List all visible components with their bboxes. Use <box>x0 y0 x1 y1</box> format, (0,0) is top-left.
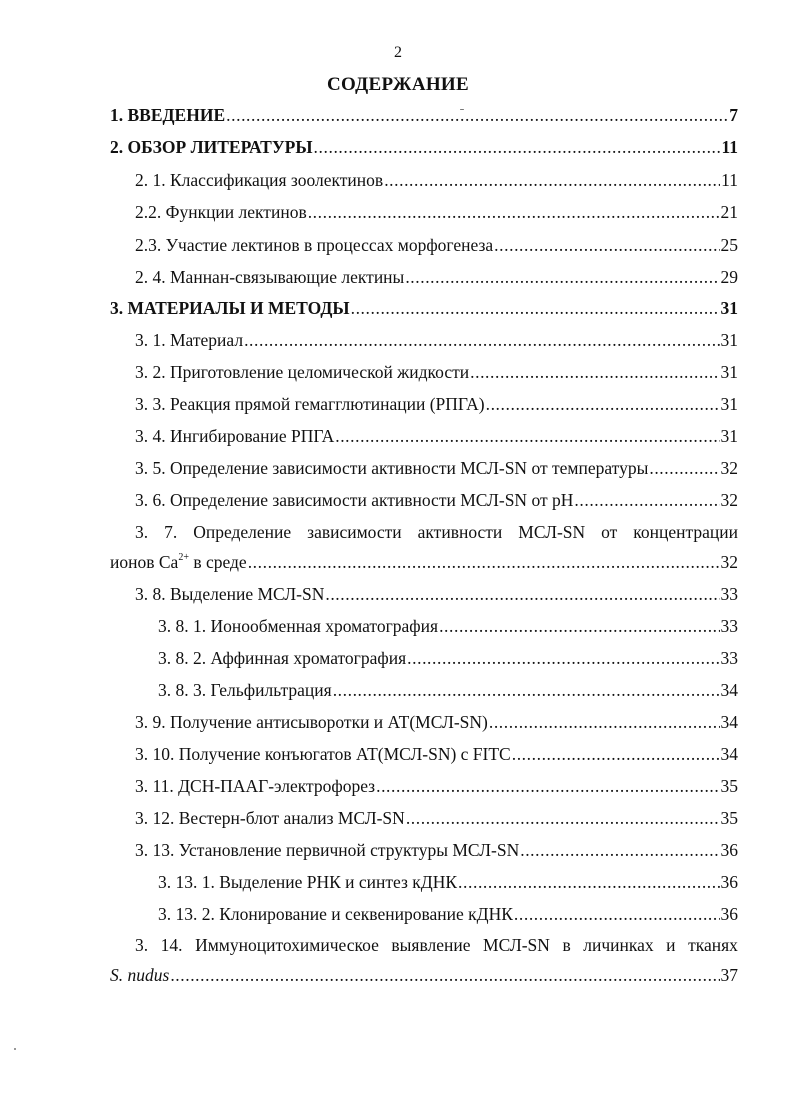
toc-entry-page: 36 <box>720 872 738 892</box>
toc-entry-page: 32 <box>720 490 738 510</box>
toc-entry-page: 31 <box>720 362 738 382</box>
toc-entry-ph-dependence[interactable] <box>135 489 738 511</box>
toc-entry-page: 35 <box>720 808 738 828</box>
toc-entry-page: 35 <box>720 776 738 796</box>
toc-entry-coelomic-fluid[interactable] <box>135 361 738 383</box>
dot-leader <box>308 201 720 223</box>
toc-word: в <box>562 935 571 955</box>
toc-entry-page: 31 <box>720 394 738 414</box>
toc-entry-label: 3. 3. Реакция прямой гемагглютинации (РПГА) <box>135 394 485 414</box>
toc-entry-zoolectin-classification[interactable] <box>135 169 738 191</box>
toc-entry-label: 1. ВВЕДЕНИЕ <box>110 105 226 125</box>
toc-title: СОДЕРЖАНИЕ <box>327 74 469 95</box>
toc-entry-page: 33 <box>720 584 738 604</box>
toc-entry-label: 3. 8. 2. Аффинная хроматография <box>158 648 407 668</box>
toc-entry-label: 3. 13. Установление первичной структуры МСЛ-SN <box>135 840 520 860</box>
toc-entry-page: 11 <box>721 137 738 157</box>
dot-leader <box>494 234 719 256</box>
toc-entry-page: 32 <box>720 458 738 478</box>
dot-leader <box>325 583 719 605</box>
toc-entry-inhibition[interactable] <box>135 425 738 447</box>
toc-entry-page: 25 <box>720 235 738 255</box>
toc-entry-page: 31 <box>720 298 738 318</box>
dot-leader <box>514 903 720 925</box>
dot-leader <box>226 104 728 126</box>
toc-entry-fitc-conjugates[interactable] <box>135 743 738 765</box>
toc-entry-label-continued <box>110 551 247 573</box>
toc-word: МСЛ-SN <box>518 522 586 542</box>
dot-leader <box>407 647 719 669</box>
toc-entry-label-line-2 <box>110 964 738 986</box>
dot-leader <box>405 266 719 288</box>
toc-word: тканях <box>688 935 738 955</box>
toc-entry-label: 3. 12. Вестерн-блот анализ МСЛ-SN <box>135 808 405 828</box>
toc-word: зависимости <box>307 522 402 542</box>
toc-word: 14. <box>160 935 183 955</box>
toc-entry-immunocytochemistry[interactable] <box>110 934 738 985</box>
toc-entry-page: 36 <box>720 840 738 860</box>
scan-speck <box>14 1048 16 1050</box>
toc-entry-label: 3. 2. Приготовление целомической жидкости <box>135 362 470 382</box>
dot-leader <box>458 871 719 893</box>
toc-entry-label-line-1 <box>135 934 738 956</box>
ions-text: ионов Ca <box>110 552 179 572</box>
dot-leader <box>244 329 719 351</box>
dot-leader <box>486 393 720 415</box>
toc-entry-page: 37 <box>720 965 738 985</box>
superscript-charge: 2+ <box>178 552 189 563</box>
toc-entry-gel-filtration[interactable] <box>158 679 738 701</box>
toc-entry-introduction[interactable] <box>110 104 738 126</box>
toc-entry-label: 3. 13. 2. Клонирование и секвенирование кДНК <box>158 904 513 924</box>
dot-leader <box>376 775 719 797</box>
toc-entry-label: 2.3. Участие лектинов в процессах морфогенеза <box>135 235 494 255</box>
scan-speck <box>460 109 464 110</box>
toc-entry-label: 3. 5. Определение зависимости активности МСЛ-SN от температуры <box>135 458 649 478</box>
toc-entry-literature-review[interactable] <box>110 136 738 158</box>
toc-entry-label: 2. 4. Маннан-связывающие лектины <box>135 267 405 287</box>
toc-entry-hemagglutination[interactable] <box>135 393 738 415</box>
toc-word: концентрации <box>633 522 738 542</box>
toc-entry-label: 2. 1. Классификация зоолектинов <box>135 170 384 190</box>
toc-entry-morphogenesis[interactable] <box>135 234 738 256</box>
toc-entry-label: 2. ОБЗОР ЛИТЕРАТУРЫ <box>110 137 313 157</box>
toc-entry-page: 33 <box>720 616 738 636</box>
species-name: S. nudus <box>110 965 170 985</box>
dot-leader <box>170 964 719 986</box>
dot-leader <box>489 711 720 733</box>
toc-entry-page: 33 <box>720 648 738 668</box>
toc-entry-label: 3. МАТЕРИАЛЫ И МЕТОДЫ <box>110 298 350 318</box>
toc-entry-label: 3. 6. Определение зависимости активности МСЛ-SN от pH <box>135 490 574 510</box>
medium-text: в среде <box>188 552 247 572</box>
toc-entry-affinity[interactable] <box>158 647 738 669</box>
toc-entry-rna-isolation[interactable] <box>158 871 738 893</box>
toc-entry-materials-methods[interactable] <box>110 297 738 319</box>
toc-entry-label-line-1 <box>135 521 738 543</box>
toc-word: МСЛ-SN <box>483 935 550 955</box>
toc-entry-electrophoresis[interactable] <box>135 775 738 797</box>
dot-leader <box>574 489 719 511</box>
toc-entry-page: 29 <box>720 267 738 287</box>
toc-entry-temperature-dependence[interactable] <box>135 457 738 479</box>
toc-entry-label: 3. 8. Выделение МСЛ-SN <box>135 584 325 604</box>
page-number: 2 <box>394 44 402 61</box>
toc-word: 7. <box>164 522 178 542</box>
toc-entry-isolation[interactable] <box>135 583 738 605</box>
toc-entry-page: 11 <box>721 170 738 190</box>
dot-leader <box>512 743 720 765</box>
toc-entry-label: 3. 10. Получение конъюгатов АТ(МСЛ-SN) с FITC <box>135 744 511 764</box>
toc-entry-page: 32 <box>720 552 738 572</box>
dot-leader <box>335 425 719 447</box>
toc-entry-page: 34 <box>720 680 738 700</box>
toc-entry-label: 3. 13. 1. Выделение РНК и синтез кДНК <box>158 872 458 892</box>
toc-word: 3. <box>135 935 149 955</box>
toc-entry-ion-exchange[interactable] <box>158 615 738 637</box>
toc-entry-label: 2.2. Функции лектинов <box>135 202 307 222</box>
toc-entry-lectin-functions[interactable] <box>135 201 738 223</box>
toc-entry-label: 3. 8. 1. Ионообменная хроматография <box>158 616 439 636</box>
toc-entry-material[interactable] <box>135 329 738 351</box>
toc-entry-label: 3. 4. Ингибирование РПГА <box>135 426 335 446</box>
dot-leader <box>520 839 719 861</box>
dot-leader <box>406 807 720 829</box>
toc-entry-mannan-binding-lectins[interactable] <box>135 266 738 288</box>
toc-word: Иммуноцитохимическое <box>195 935 379 955</box>
toc-word: 3. <box>135 522 149 542</box>
toc-entry-page: 21 <box>720 202 738 222</box>
dot-leader <box>314 136 721 158</box>
toc-entry-page: 34 <box>720 744 738 764</box>
toc-entry-western-blot[interactable] <box>135 807 738 829</box>
toc-word: выявление <box>391 935 471 955</box>
toc-entry-page: 36 <box>720 904 738 924</box>
toc-entry-primary-structure[interactable] <box>135 839 738 861</box>
dot-leader <box>439 615 719 637</box>
dot-leader <box>384 169 720 191</box>
dot-leader <box>333 679 720 701</box>
toc-word: и <box>666 935 676 955</box>
toc-entry-page: 31 <box>720 330 738 350</box>
dot-leader <box>470 361 719 383</box>
toc-entry-label: 3. 9. Получение антисыворотки и АТ(МСЛ-SN) <box>135 712 488 732</box>
toc-entry-page: 34 <box>720 712 738 732</box>
dot-leader <box>248 551 720 573</box>
toc-entry-calcium-dependence[interactable] <box>110 521 738 572</box>
toc-entry-label: 3. 11. ДСН-ПААГ-электрофорез <box>135 776 376 796</box>
toc-entry-label: 3. 8. 3. Гельфильтрация <box>158 680 332 700</box>
toc-entry-page: 7 <box>729 105 738 125</box>
toc-word: от <box>601 522 618 542</box>
toc-word: активности <box>417 522 503 542</box>
dot-leader <box>351 297 720 319</box>
toc-entry-label-line-2 <box>110 551 738 573</box>
dot-leader <box>649 457 719 479</box>
toc-word: личинках <box>583 935 654 955</box>
toc-entry-page: 31 <box>720 426 738 446</box>
toc-entry-antiserum[interactable] <box>135 711 738 733</box>
toc-entry-cloning-sequencing[interactable] <box>158 903 738 925</box>
toc-word: Определение <box>193 522 292 542</box>
toc-entry-label: 3. 1. Материал <box>135 330 244 350</box>
